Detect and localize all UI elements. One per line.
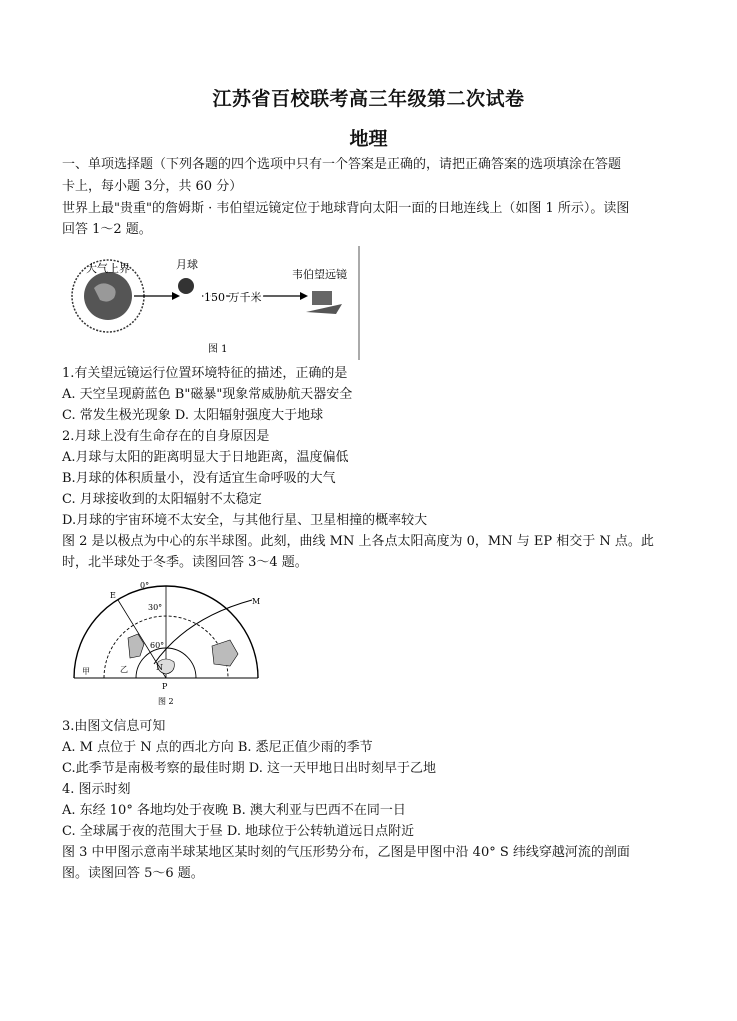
q2-option-d: D.月球的宇宙环境不太安全，与其他行星、卫星相撞的概率较大 [62,513,428,528]
q2-stem: 2.月球上没有生命存在的自身原因是 [62,429,270,444]
moon-icon [178,278,194,294]
exam-title: 江苏省百校联考高三年级第二次试卷 [212,88,525,110]
q3-options-cd: C.此季节是南极考察的最佳时期 D. 这一天甲地日出时刻早于乙地 [62,761,436,776]
intro3-line2: 图。读图回答 5～6 题。 [62,866,204,881]
q2-option-b: B.月球的体积质量小，没有适宜生命呼吸的大气 [62,471,336,486]
label-yi: 乙 [120,665,128,674]
q2-option-c: C. 月球接收到的太阳辐射不太稳定 [62,492,262,507]
intro1-line2: 回答 1～2 题。 [62,222,152,237]
intro2-line2: 时，北半球处于冬季。读图回答 3～4 题。 [62,555,308,570]
label-jia: 甲 [82,667,90,676]
q1-options-cd: C. 常发生极光现象 D. 太阳辐射强度大于地球 [62,408,324,423]
intro1-line1: 世界上最"贵重"的詹姆斯 · 韦伯望远镜定位于地球背向太阳一面的日地连线上（如图 1 所示）。读图 [62,201,630,216]
q1-stem: 1.有关望远镜运行位置环境特征的描述，正确的是 [62,366,348,381]
q2-option-a: A.月球与太阳的距离明显大于日地距离，温度偏低 [62,450,349,465]
lat-30-label: 30° [148,603,163,612]
section-heading-line1: 一、单项选择题（下列各题的四个选项中只有一个答案是正确的，请把正确答案的选项填涂在答题 [62,157,622,172]
q4-options-ab: A. 东经 10° 各地均处于夜晚 B. 澳大利亚与巴西不在同一日 [62,803,406,818]
label-n: N [156,663,163,672]
section-heading-line2: 卡上，每小题 3分，共 60 分） [62,179,243,194]
figure2-caption: 图 2 [158,697,174,706]
q4-stem: 4. 图示时刻 [62,782,131,797]
label-p: P [162,682,168,691]
figure1-caption: 图 1 [208,344,228,355]
q1-options-ab: A. 天空呈现蔚蓝色 B"磁暴"现象常威胁航天器安全 [62,387,353,402]
q4-options-cd: C. 全球属于夜的范围大于昼 D. 地球位于公转轨道远日点附近 [62,824,415,839]
label-e: E [110,591,116,600]
figure-2 [66,578,266,712]
lat-60-label: 60° [150,641,165,650]
figure-1 [68,246,368,360]
atmosphere-label: 大气上界 [86,262,130,275]
telescope-label: 韦伯望远镜 [292,268,347,281]
continent-australia [212,640,238,666]
subject-title: 地理 [349,128,388,150]
distance-label: 150 万千米 [204,291,262,304]
lat-0-label: 0° [140,581,150,590]
intro2-line1: 图 2 是以极点为中心的东半球图。此刻，曲线 MN 上各点太阳高度为 0，MN 与 EP 相交于 N 点。此 [62,534,654,549]
telescope-shield-icon [306,304,342,314]
moon-label: 月球 [176,258,198,271]
intro3-line1: 图 3 中甲图示意南半球某地区某时刻的气压形势分布，乙图是甲图中沿 40° S 纬线穿越河流的剖面 [62,845,630,860]
label-m: M [252,597,261,606]
q3-options-ab: A. M 点位于 N 点的西北方向 B. 悉尼正值少雨的季节 [62,740,373,755]
q3-stem: 3.由图文信息可知 [62,719,166,734]
telescope-icon [312,291,332,305]
